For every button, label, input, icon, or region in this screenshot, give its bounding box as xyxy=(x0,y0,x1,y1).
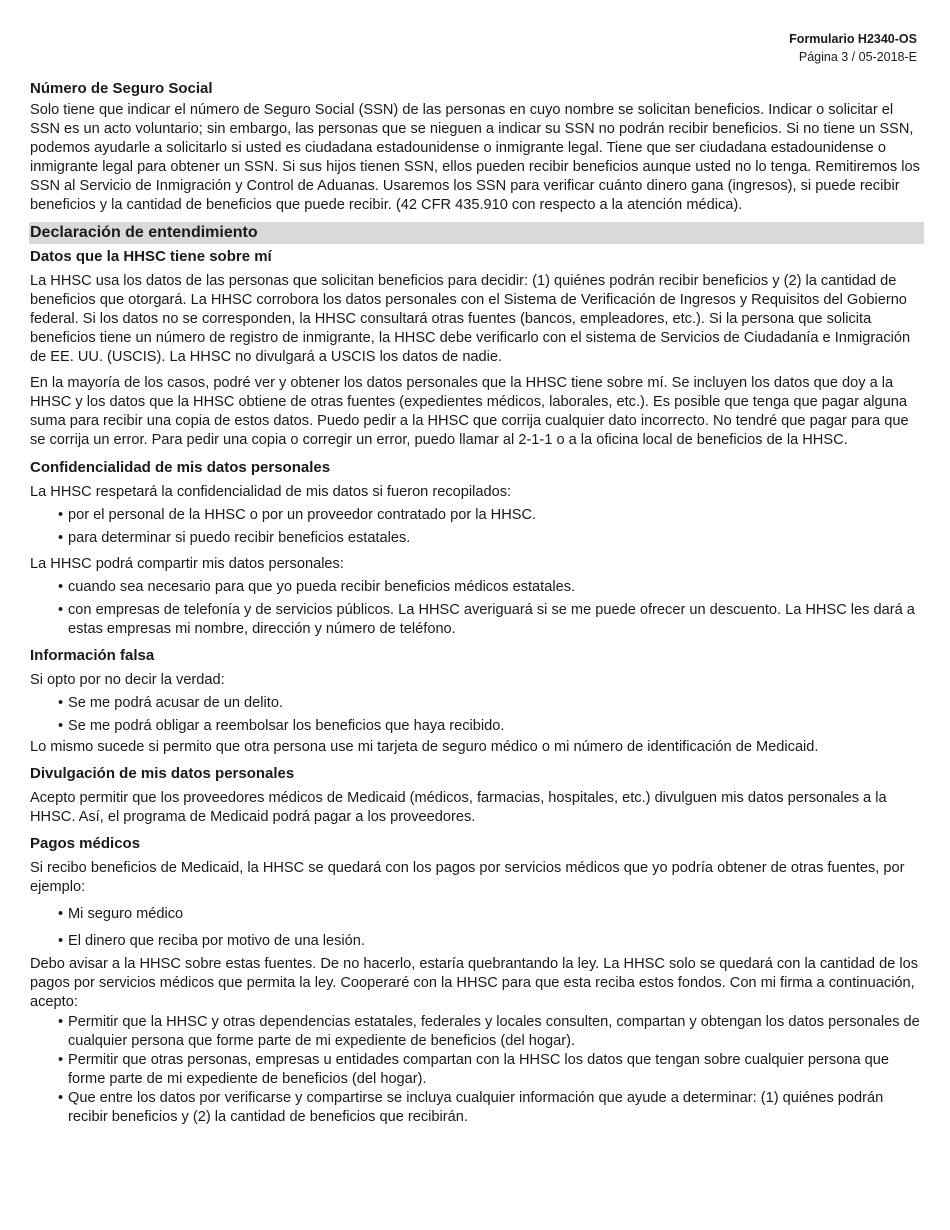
list-item: • con empresas de telefonía y de servicios públicos. La HHSC averiguará si se me puede ofrecer un descuento. La HHSC les dará a estas empresas mi nombre, dirección y número de teléfono. xyxy=(58,602,915,637)
list-item: • Que entre los datos por verificarse y compartirse se incluya cualquier información que ayude a determinar: (1) quiénes podrán recibir beneficios y (2) la cantidad de beneficios que recibirán. xyxy=(58,1090,884,1125)
list-item: • Se me podrá acusar de un delito. xyxy=(58,695,283,711)
list-item: • por el personal de la HHSC o por un proveedor contratado por la HHSC. xyxy=(58,507,537,523)
payments-outro: Debo avisar a la HHSC sobre estas fuentes. De no hacerlo, estaría quebrantando la ley. La HHSC solo se quedará con la cantidad de los pagos por servicios médicos que permita la ley. Cooperaré con la HHSC para que esta reciba estos fondos. Con mi firma a continuación, acepto: xyxy=(30,956,919,1010)
document-body xyxy=(30,79,923,1134)
form-id: Formulario H2340-OS xyxy=(789,32,917,46)
payments-intro: Si recibo beneficios de Medicaid, la HHSC se quedará con los pagos por servicios médicos que yo podría obtener de otras fuentes, por ejemplo: xyxy=(30,860,905,895)
ssn-heading: Número de Seguro Social xyxy=(30,80,213,97)
list-item: • Se me podrá obligar a reembolsar los beneficios que haya recibido. xyxy=(58,718,505,734)
data-heading: Datos que la HHSC tiene sobre mí xyxy=(30,248,272,265)
false-info-list xyxy=(30,694,923,736)
payments-heading: Pagos médicos xyxy=(30,835,141,852)
confidentiality-intro-1: La HHSC respetará la confidencialidad de mis datos si fueron recopilados: xyxy=(30,484,512,500)
list-item: • cuando sea necesario para que yo pueda recibir beneficios médicos estatales. xyxy=(58,579,576,595)
list-item: • para determinar si puedo recibir beneficios estatales. xyxy=(58,530,411,546)
confidentiality-intro-2: La HHSC podrá compartir mis datos personales: xyxy=(30,556,344,572)
list-item: • Permitir que la HHSC y otras dependencias estatales, federales y locales consulten, compartan y obtengan los datos personales de cualquier persona que forme parte de mi expediente de beneficios (del hogar). xyxy=(58,1014,920,1049)
list-item: • El dinero que reciba por motivo de una lesión. xyxy=(58,933,365,949)
page-header xyxy=(789,30,917,66)
false-info-intro: Si opto por no decir la verdad: xyxy=(30,672,225,688)
data-paragraph-2: En la mayoría de los casos, podré ver y obtener los datos personales que la HHSC tiene sobre mí. Se incluyen los datos que doy a la HHSC y los datos que la HHSC obtiene de otras fuentes (expedientes médicos, laborales, etc.). Es posible que tenga que pagar alguna suma para recibir una copia de estos datos. Puedo pedir a la HHSC que corrija cualquier dato incorrecto. No tendré que pagar para que se corrija un error. Para pedir una copia o corregir un error, puedo llamar al 2-1-1 o a la oficina local de beneficios de la HHSC. xyxy=(30,375,909,448)
false-info-heading: Información falsa xyxy=(30,647,155,664)
payments-list xyxy=(30,905,923,951)
confidentiality-heading: Confidencialidad de mis datos personales xyxy=(30,459,331,476)
list-item: • Permitir que otras personas, empresas u entidades compartan con la HHSC los datos que tengan sobre cualquier persona que forme parte de mi expediente de beneficios (del hogar). xyxy=(58,1052,889,1087)
disclosure-paragraph: Acepto permitir que los proveedores médicos de Medicaid (médicos, farmacias, hospitales, etc.) divulguen mis datos personales a la HHSC. Así, el programa de Medicaid podrá pagar a los proveedores. xyxy=(30,790,887,825)
confidentiality-list-1 xyxy=(30,506,923,548)
list-item: • Mi seguro médico xyxy=(58,906,184,922)
false-info-outro: Lo mismo sucede si permito que otra persona use mi tarjeta de seguro médico o mi número de identificación de Medicaid. xyxy=(30,739,819,755)
confidentiality-list-2 xyxy=(30,578,923,639)
ssn-paragraph: Solo tiene que indicar el número de Seguro Social (SSN) de las personas en cuyo nombre se solicitan beneficios. Indicar o solicitar el SSN es un acto voluntario; sin embargo, las personas que se nieguen a indicar su SSN no podrán recibir beneficios. Si no tiene un SSN, podemos ayudarle a solicitarlo si usted es ciudadana estadounidense o inmigrante legal. Tiene que ser ciudadana estadounidense o inmigrante legal para obtener un SSN. Si sus hijos tienen SSN, ellos pueden recibir beneficios aunque usted no lo tenga. Remitiremos los SSN al Servicio de Inmigración y Control de Aduanas. Usaremos los SSN para verificar cuánto dinero gana (ingresos), si puede recibir beneficios y la cantidad de beneficios que puede recibir. (42 CFR 435.910 con respecto a la atención médica). xyxy=(30,102,920,213)
data-paragraph-1: La HHSC usa los datos de las personas que solicitan beneficios para decidir: (1) quiénes podrán recibir beneficios y (2) la cantidad de beneficios que otorgará. La HHSC corrobora los datos personales con el Sistema de Verificación de Ingresos y Requisitos del Gobierno federal. Si los datos no se corresponden, la HHSC consultará otras fuentes (bancos, empleadores, etc.). Si la persona que solicita beneficios tiene un número de registro de inmigrante, la HHSC debe verificarlo con el sistema de Servicios de Ciudadanía e Inmigración de EE. UU. (USCIS). La HHSC no divulgará a USCIS los datos de nadie. xyxy=(30,273,911,365)
disclosure-heading: Divulgación de mis datos personales xyxy=(30,765,295,782)
declaration-banner: Declaración de entendimiento xyxy=(29,222,924,244)
agreement-list xyxy=(30,1013,923,1127)
page-info: Página 3 / 05-2018-E xyxy=(798,50,917,64)
